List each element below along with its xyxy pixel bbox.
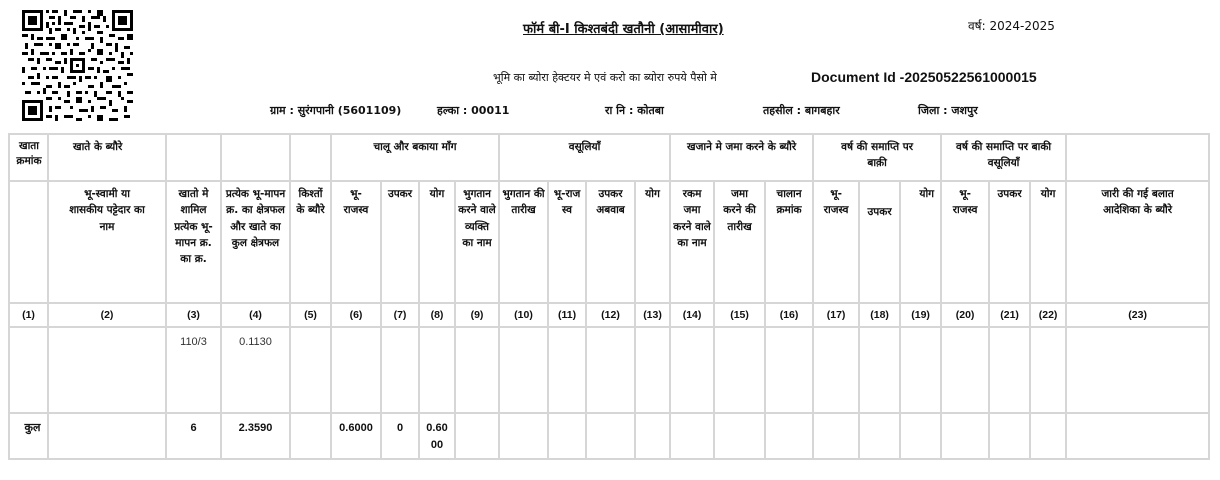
gram-label: ग्राम : सुरंगपानी (5601109) bbox=[270, 104, 402, 117]
total-col-9 bbox=[455, 413, 499, 459]
total-col-21 bbox=[989, 413, 1030, 459]
colnum-15: (15) bbox=[714, 303, 765, 327]
total-col-12 bbox=[586, 413, 635, 459]
cell-area: 0.1130 bbox=[221, 327, 290, 413]
total-col-18 bbox=[859, 413, 900, 459]
subheader-col-16: चालान क्रमांक bbox=[765, 181, 813, 303]
subheader-col-12: उपकर अबवाब bbox=[586, 181, 635, 303]
total-cess: 0 bbox=[381, 413, 419, 459]
cell-balance-cess bbox=[859, 327, 900, 413]
subheader-col-3: खातो मे शामिल प्रत्येक भू-मापन क्र. का क्र. bbox=[166, 181, 221, 303]
colnum-20: (20) bbox=[941, 303, 989, 327]
subheader-col-4: प्रत्येक भू-मापन क्र. का क्षेत्रफल और खाते का कुल क्षेत्रफल bbox=[221, 181, 290, 303]
subheader-col-22: योग bbox=[1030, 181, 1066, 303]
cell-challan-number bbox=[765, 327, 813, 413]
jila-label: जिला : जशपुर bbox=[918, 104, 978, 117]
total-col-11 bbox=[548, 413, 586, 459]
colnum-3: (3) bbox=[166, 303, 221, 327]
total-col-16 bbox=[765, 413, 813, 459]
colnum-9: (9) bbox=[455, 303, 499, 327]
total-row bbox=[9, 413, 1209, 459]
halka-label: हल्का : 00011 bbox=[437, 104, 510, 117]
subheader-col-6: भू-राजस्व bbox=[331, 181, 381, 303]
colnum-1: (1) bbox=[9, 303, 48, 327]
cell-depositor-name bbox=[670, 327, 714, 413]
qr-code-graphic bbox=[22, 10, 133, 121]
subheader-col-11: भू-राजस्व bbox=[548, 181, 586, 303]
total-area: 2.3590 bbox=[221, 413, 290, 459]
total-col-23 bbox=[1066, 413, 1209, 459]
qr-code-icon bbox=[22, 10, 133, 121]
total-col-14 bbox=[670, 413, 714, 459]
colnum-16: (16) bbox=[765, 303, 813, 327]
cell-pending-cess bbox=[989, 327, 1030, 413]
total-installments bbox=[290, 413, 331, 459]
cell-deposit-date bbox=[714, 327, 765, 413]
header-empty-3 bbox=[166, 134, 221, 181]
subheader-col-13: योग bbox=[635, 181, 670, 303]
subheader-col-1 bbox=[9, 181, 48, 303]
colnum-4: (4) bbox=[221, 303, 290, 327]
cell-installments bbox=[290, 327, 331, 413]
total-col-13 bbox=[635, 413, 670, 459]
colnum-8: (8) bbox=[419, 303, 455, 327]
header-empty-4 bbox=[221, 134, 290, 181]
header-varsh-samapti-baki-vasooliyan: वर्ष की समाप्ति पर बाकी वसूलियाँ bbox=[941, 134, 1066, 181]
cell-cess bbox=[381, 327, 419, 413]
cell-land-revenue bbox=[331, 327, 381, 413]
header-vasooliyan: वसूलियाँ bbox=[499, 134, 670, 181]
header-empty-5 bbox=[290, 134, 331, 181]
colnum-5: (5) bbox=[290, 303, 331, 327]
cell-payer-name bbox=[455, 327, 499, 413]
colnum-11: (11) bbox=[548, 303, 586, 327]
total-col-20 bbox=[941, 413, 989, 459]
cell-balance-total bbox=[900, 327, 941, 413]
cell-payment-date bbox=[499, 327, 548, 413]
subheader-col-9: भुगतान करने वाले व्यक्ति का नाम bbox=[455, 181, 499, 303]
subheader-col-18: उपकर bbox=[859, 181, 900, 303]
total-survey-count: 6 bbox=[166, 413, 221, 459]
colnum-7: (7) bbox=[381, 303, 419, 327]
header-chalu-bakaya-maang: चालू और बकाया मॉंग bbox=[331, 134, 499, 181]
colnum-19: (19) bbox=[900, 303, 941, 327]
colnum-21: (21) bbox=[989, 303, 1030, 327]
colnum-6: (6) bbox=[331, 303, 381, 327]
subheader-col-10: भुगतान की तारीख bbox=[499, 181, 548, 303]
cell-total bbox=[419, 327, 455, 413]
cell-coercive-process bbox=[1066, 327, 1209, 413]
colnum-13: (13) bbox=[635, 303, 670, 327]
tehsil-label: तहसील : बागबहार bbox=[763, 104, 840, 117]
header-khate-ke-byore: खाते के ब्यौरे bbox=[48, 134, 166, 181]
total-col-17 bbox=[813, 413, 859, 459]
form-title: फॉर्म बी-I किश्तबंदी खतौनी (आसामीवार) bbox=[523, 22, 724, 37]
total-owner-name bbox=[48, 413, 166, 459]
colnum-17: (17) bbox=[813, 303, 859, 327]
cell-balance-land-revenue bbox=[813, 327, 859, 413]
sub-header-row bbox=[9, 181, 1209, 303]
total-sum: 0.6000 bbox=[419, 413, 455, 459]
total-col-22 bbox=[1030, 413, 1066, 459]
colnum-14: (14) bbox=[670, 303, 714, 327]
header-khajane-jama: खजाने मे जमा करने के ब्यौरे bbox=[670, 134, 813, 181]
subheader-col-15: जमा करने की तारीख bbox=[714, 181, 765, 303]
total-col-10 bbox=[499, 413, 548, 459]
khatauni-table bbox=[8, 133, 1210, 460]
colnum-18: (18) bbox=[859, 303, 900, 327]
total-land-revenue: 0.6000 bbox=[331, 413, 381, 459]
subheader-col-5: किश्तों के ब्यौरे bbox=[290, 181, 331, 303]
year-info bbox=[968, 17, 1055, 34]
year-label: वर्ष: bbox=[968, 19, 986, 33]
units-note: भूमि का ब्योरा हेक्टयर मे एवं करो का ब्योरा रुपये पैसो मे bbox=[493, 71, 717, 84]
subheader-col-17: भू-राजस्व bbox=[813, 181, 859, 303]
table-row bbox=[9, 327, 1209, 413]
total-col-15 bbox=[714, 413, 765, 459]
colnum-10: (10) bbox=[499, 303, 548, 327]
column-number-row bbox=[9, 303, 1209, 327]
year-value: 2024-2025 bbox=[989, 19, 1055, 33]
colnum-23: (23) bbox=[1066, 303, 1209, 327]
colnum-22: (22) bbox=[1030, 303, 1066, 327]
colnum-2: (2) bbox=[48, 303, 166, 327]
cell-pending-land-revenue bbox=[941, 327, 989, 413]
document-id: Document Id -20250522561000015 bbox=[811, 69, 1037, 85]
subheader-col-20: भू-राजस्व bbox=[941, 181, 989, 303]
cell-recovered-land-revenue bbox=[548, 327, 586, 413]
header-khata-kramank: खाता क्रमांक bbox=[9, 134, 48, 181]
subheader-col-23: जारी की गई बलात आदेशिका के ब्यौरे bbox=[1066, 181, 1209, 303]
subheader-col-21: उपकर bbox=[989, 181, 1030, 303]
cell-khata-kramank bbox=[9, 327, 48, 413]
colnum-12: (12) bbox=[586, 303, 635, 327]
subheader-col-7: उपकर bbox=[381, 181, 419, 303]
subheader-col-19: योग bbox=[900, 181, 941, 303]
total-col-19 bbox=[900, 413, 941, 459]
subheader-col-14: रकम जमा करने वाले का नाम bbox=[670, 181, 714, 303]
cell-pending-total bbox=[1030, 327, 1066, 413]
rani-label: रा नि : कोतबा bbox=[605, 104, 664, 117]
cell-owner-name bbox=[48, 327, 166, 413]
header-varsh-samapti-baki: वर्ष की समाप्ति पर बाक़ी bbox=[813, 134, 941, 181]
subheader-col-2: भू-स्वामी या शासकीय पट्टेदार का नाम bbox=[48, 181, 166, 303]
total-label: कुल bbox=[9, 413, 48, 459]
group-header-row bbox=[9, 134, 1209, 181]
subheader-col-8: योग bbox=[419, 181, 455, 303]
cell-survey-number: 110/3 bbox=[166, 327, 221, 413]
cell-recovered-total bbox=[635, 327, 670, 413]
header-empty-23 bbox=[1066, 134, 1209, 181]
cell-recovered-cess bbox=[586, 327, 635, 413]
